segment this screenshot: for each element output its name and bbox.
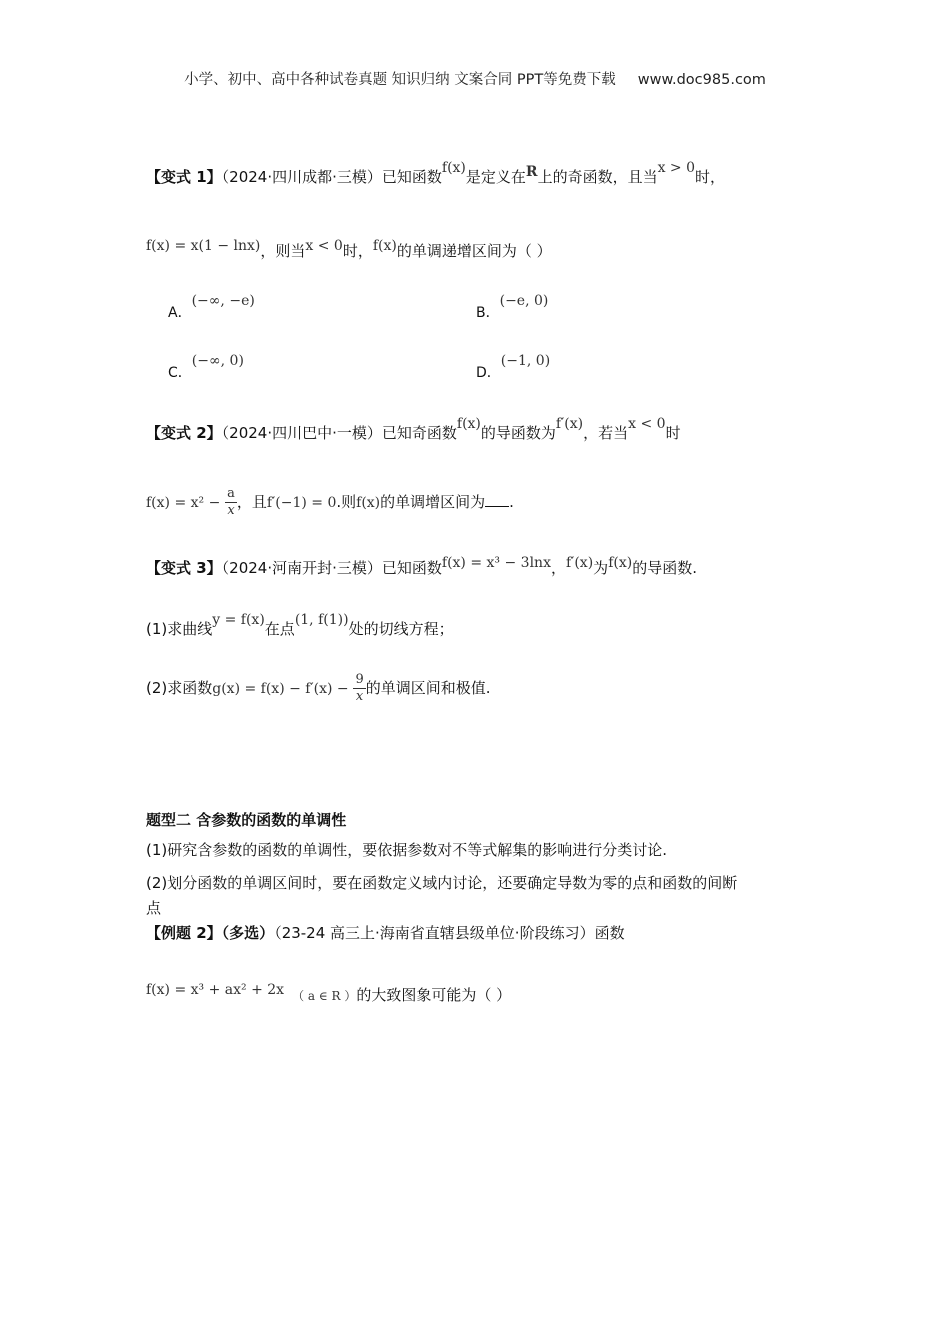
q2-fraction [353, 672, 365, 705]
option-a-value: (−∞, −e) [191, 293, 255, 309]
v2-fx2: f(x) [356, 495, 381, 511]
v3-question-2 [146, 672, 491, 705]
v2-t7: . [509, 493, 514, 511]
v2-fpx: f′(x) [555, 416, 584, 432]
v2-deriv: f′(−1) = 0 [266, 495, 337, 511]
q1-curve: y = f(x) [212, 612, 265, 628]
q1-mid: 在点 [264, 620, 295, 638]
v3-formula: f(x) = x³ − 3lnx [441, 555, 551, 571]
q2-frac-den: x [355, 689, 364, 704]
v1-formula: f(x) = x(1 − lnx) [146, 238, 261, 254]
v2-fraction [225, 486, 237, 519]
ex-source: （23-24 高三上·海南省直辖县级单位·阶段练习）函数 [274, 924, 625, 942]
page-header [0, 68, 950, 89]
option-d-label: D． [476, 365, 501, 381]
v3-source: （2024·河南开封·三模）已知函数 [221, 559, 442, 577]
header-text: 小学、初中、高中各种试卷真题 知识归纳 文案合同 PPT等免费下载 [184, 72, 616, 88]
v1-source: （2024·四川成都·三模）已知函数 [221, 168, 442, 186]
v3-fx: f(x) [608, 555, 633, 571]
q1-post: 处的切线方程； [348, 620, 454, 638]
v2-t6: 的单调增区间为 [380, 493, 486, 511]
option-b-value: (−e, 0) [499, 293, 549, 309]
v1-t2: 上的奇函数，且当 [537, 168, 658, 186]
v3-t3: 的导函数. [632, 559, 697, 577]
v1-t4: ，则当 [260, 242, 306, 260]
v2-tag: 【变式 2】 [146, 424, 222, 442]
v1-fx: f(x) [441, 160, 466, 176]
v2-t5: .则 [336, 493, 357, 511]
v2-frac-den: x [227, 503, 235, 518]
v1-line1 [146, 160, 726, 187]
v1-fx2: f(x) [372, 238, 397, 254]
v3-line1 [146, 557, 697, 578]
v1-t1: 是定义在 [465, 168, 526, 186]
q2-pre: (2)求函数 [146, 679, 213, 697]
v1-tag: 【变式 1】 [146, 168, 222, 186]
v1-option-c [168, 353, 244, 382]
option-d-value: (−1, 0) [500, 353, 551, 369]
v1-line2 [146, 240, 552, 261]
option-b-label: B． [476, 305, 500, 321]
v1-t3: 时， [695, 168, 726, 186]
q2-post: 的单调区间和极值. [365, 679, 491, 697]
v1-t6: 的单调递增区间为（ ） [396, 242, 552, 260]
q2-frac-num: 9 [355, 672, 364, 687]
v2-line2 [146, 486, 514, 519]
v3-t1: ， [550, 559, 566, 577]
section2-p1: (1)研究含参数的函数的单调性，要依据参数对不等式解集的影响进行分类讨论. [146, 841, 668, 859]
v1-option-b [476, 293, 549, 322]
v1-t5: 时， [342, 242, 373, 260]
v3-tag: 【变式 3】 [146, 559, 222, 577]
v2-t1: 的导函数为 [480, 424, 556, 442]
v2-f-lhs: f(x) = x² − [146, 495, 221, 511]
example2-line1 [146, 922, 625, 943]
ex-tag: 【例题 2】 [146, 924, 222, 942]
option-a-label: A． [168, 305, 192, 321]
q1-point: (1, f(1)) [294, 612, 349, 628]
v1-option-a [168, 293, 255, 322]
v2-frac-num: a [227, 486, 235, 501]
section2-title: 题型二 含参数的函数的单调性 [146, 811, 347, 829]
ex-multi: （多选） [221, 924, 275, 942]
v3-question-1 [146, 612, 454, 639]
v2-line1 [146, 416, 681, 443]
ex-formula: f(x) = x³ + ax² + 2x [146, 982, 285, 998]
v1-cond: x > 0 [657, 160, 696, 176]
v2-t4: ，且 [236, 493, 267, 511]
ex-cond: （ a ∈ R ） [292, 989, 357, 1003]
section2-p2-line2: 点 [146, 899, 162, 917]
v2-t3: 时 [665, 424, 681, 442]
q2-formula: g(x) = f(x) − f′(x) − [212, 681, 349, 697]
option-c-value: (−∞, 0) [191, 353, 244, 369]
v2-fx: f(x) [456, 416, 481, 432]
ex-post: 的大致图象可能为（ ） [356, 986, 512, 1004]
v1-R: R [525, 164, 538, 180]
q1-pre: (1)求曲线 [146, 620, 213, 638]
header-site: www.doc985.com [637, 72, 766, 88]
v3-fpx: f′(x) [565, 555, 594, 571]
v1-cond2: x < 0 [305, 238, 343, 254]
v3-t2: 为 [593, 559, 609, 577]
v2-t2: ，若当 [583, 424, 629, 442]
v1-option-d [476, 353, 551, 382]
answer-blank[interactable] [485, 492, 509, 507]
v2-cond: x < 0 [628, 416, 666, 432]
option-c-label: C． [168, 365, 192, 381]
example2-line2 [146, 984, 511, 1005]
section2-p2-line1: (2)划分函数的单调区间时，要在函数定义域内讨论，还要确定导数为零的点和函数的间断 [146, 874, 738, 892]
v2-source: （2024·四川巴中·一模）已知奇函数 [221, 424, 457, 442]
